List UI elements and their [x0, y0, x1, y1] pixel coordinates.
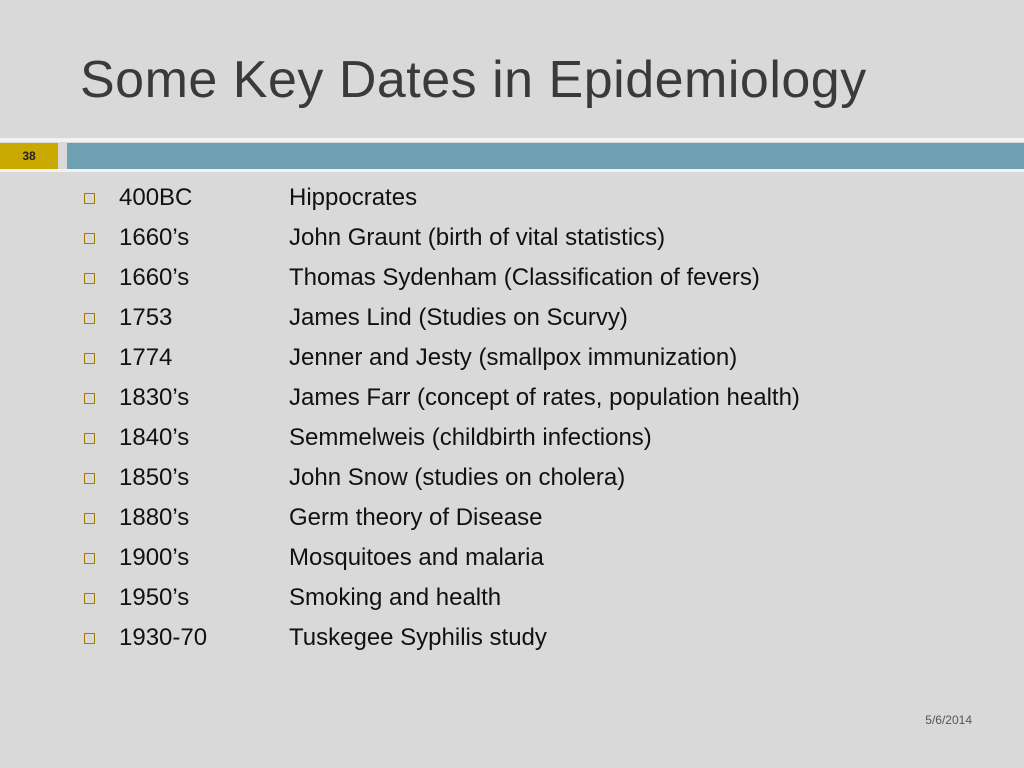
item-description: Tuskegee Syphilis study — [289, 624, 547, 651]
list-item — [80, 378, 800, 418]
item-description: James Farr (concept of rates, population health) — [289, 384, 800, 411]
hollow-square-bullet-icon — [84, 513, 95, 524]
list-item — [80, 498, 800, 538]
item-date: 1660’s — [119, 264, 190, 291]
item-description: Germ theory of Disease — [289, 504, 543, 531]
date-list — [80, 178, 800, 658]
list-item — [80, 458, 800, 498]
item-date: 1930-70 — [119, 624, 208, 651]
slide-title: Some Key Dates in Epidemiology — [80, 51, 867, 109]
hollow-square-bullet-icon — [84, 433, 95, 444]
hollow-square-bullet-icon — [84, 593, 95, 604]
hollow-square-bullet-icon — [84, 273, 95, 284]
item-date: 1950’s — [119, 584, 190, 611]
item-description: Thomas Sydenham (Classification of fevers) — [289, 264, 760, 291]
hollow-square-bullet-icon — [84, 393, 95, 404]
item-description: Smoking and health — [289, 584, 502, 611]
item-date: 1840’s — [119, 424, 190, 451]
list-item — [80, 578, 800, 618]
header-divider-lower — [0, 169, 1024, 172]
item-date: 1753 — [119, 304, 173, 331]
item-date: 1900’s — [119, 544, 190, 571]
list-item — [80, 618, 800, 658]
list-item — [80, 538, 800, 578]
item-description: Hippocrates — [289, 184, 418, 211]
item-description: John Graunt (birth of vital statistics) — [289, 224, 666, 251]
slide-number-badge: 38 — [0, 143, 58, 169]
list-item — [80, 258, 800, 298]
item-date: 1660’s — [119, 224, 190, 251]
hollow-square-bullet-icon — [84, 233, 95, 244]
hollow-square-bullet-icon — [84, 313, 95, 324]
hollow-square-bullet-icon — [84, 633, 95, 644]
item-date: 1774 — [119, 344, 173, 371]
hollow-square-bullet-icon — [84, 473, 95, 484]
accent-bar — [67, 143, 1024, 169]
list-item — [80, 178, 800, 218]
footer-date: 5/6/2014 — [925, 713, 972, 727]
list-item — [80, 218, 800, 258]
hollow-square-bullet-icon — [84, 193, 95, 204]
item-date: 1830’s — [119, 384, 190, 411]
item-description: John Snow (studies on cholera) — [289, 464, 626, 491]
list-item — [80, 338, 800, 378]
item-date: 400BC — [119, 184, 193, 211]
item-description: Jenner and Jesty (smallpox immunization) — [289, 344, 738, 371]
item-date: 1850’s — [119, 464, 190, 491]
hollow-square-bullet-icon — [84, 353, 95, 364]
item-description: Semmelweis (childbirth infections) — [289, 424, 652, 451]
list-item — [80, 418, 800, 458]
item-date: 1880’s — [119, 504, 190, 531]
header-divider — [0, 138, 1024, 142]
item-description: James Lind (Studies on Scurvy) — [289, 304, 628, 331]
item-description: Mosquitoes and malaria — [289, 544, 544, 571]
hollow-square-bullet-icon — [84, 553, 95, 564]
list-item — [80, 298, 800, 338]
